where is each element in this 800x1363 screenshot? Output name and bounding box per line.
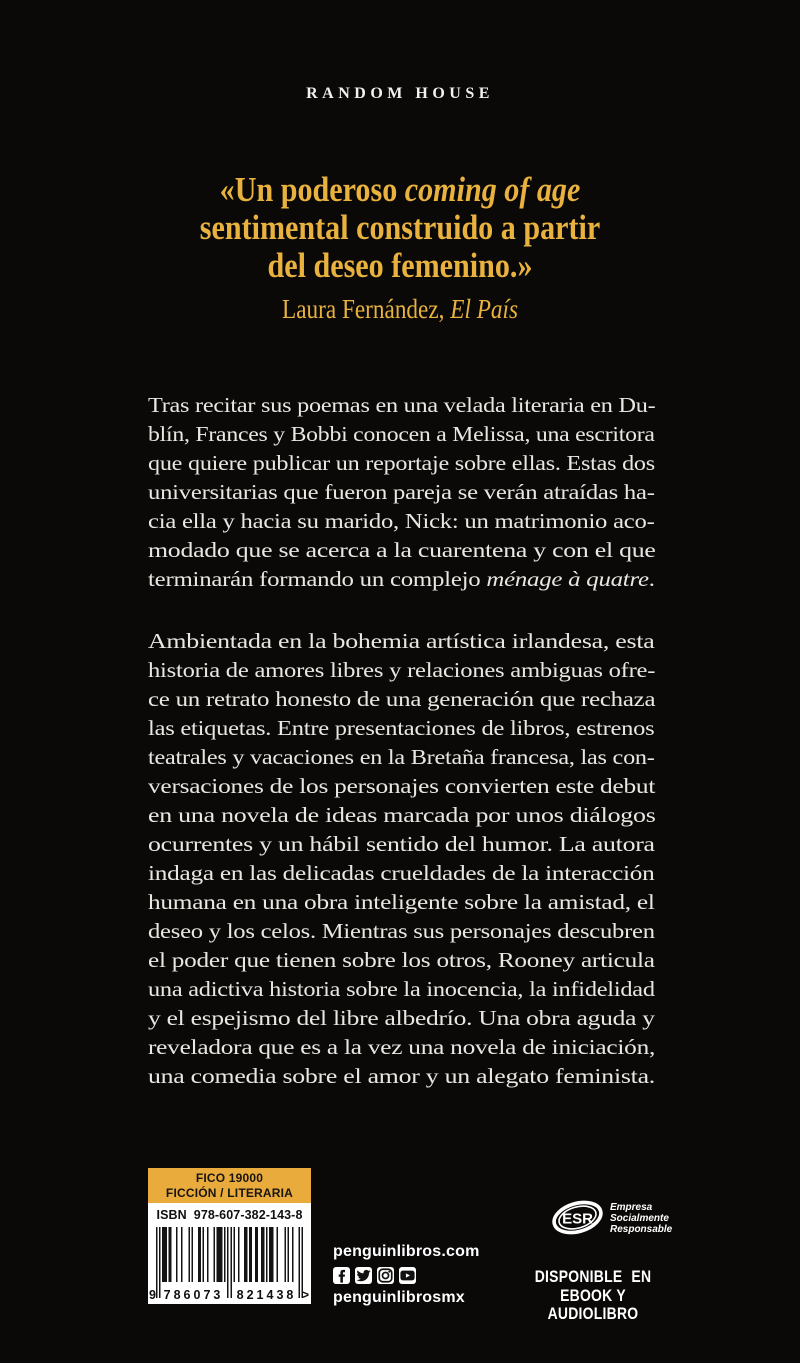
social-icons-row <box>333 1267 480 1284</box>
synopsis-line: indaga en las delicadas crueldades de la interacción <box>148 861 655 885</box>
availability-line: DISPONIBLE EN <box>534 1267 652 1286</box>
esr-caption-line: Responsable <box>610 1224 673 1235</box>
publisher-links <box>333 1243 480 1307</box>
barcode-digit-group: 9 <box>149 1288 156 1302</box>
synopsis-line: ce un retrato honesto de una generación que rechaza <box>148 687 656 711</box>
synopsis-line: humana en una obra inteligente sobre la amistad, el <box>148 890 655 914</box>
synopsis-line: Ambientada en la bohemia artística irlandesa, esta <box>148 629 655 653</box>
synopsis-paragraph <box>148 627 655 1091</box>
barcode-digit-group: 821438 <box>236 1288 297 1302</box>
instagram-icon <box>377 1267 394 1284</box>
synopsis-line: el poder que tienen sobre los otros, Rooney articula <box>148 948 655 972</box>
esr-certification <box>551 1195 672 1240</box>
synopsis-line: y el espejismo del libre albedrío. Una obra aguda y <box>148 1006 655 1030</box>
barcode-digits <box>149 1288 309 1302</box>
isbn-number: 978-607-382-143-8 <box>193 1208 303 1222</box>
synopsis-line: reveladora que es a la vez una novela de iniciación, <box>148 1035 656 1059</box>
synopsis <box>148 391 655 1091</box>
synopsis-line: blín, Frances y Bobbi conocen a Melissa, una escritora <box>148 422 655 446</box>
category-code: FICO 19000 <box>195 1171 264 1185</box>
esr-caption-line: Empresa <box>610 1202 653 1213</box>
synopsis-line: deseo y los celos. Mientras sus personajes descubren <box>148 919 655 943</box>
synopsis-line: una adictiva historia sobre la inocencia, la infidelidad <box>148 977 655 1001</box>
synopsis-line: versaciones de los personajes convierten este debut <box>148 774 656 798</box>
social-handle: penguinlibrosmx <box>333 1289 465 1306</box>
review-quote <box>56 171 744 285</box>
synopsis-line: universitarias que fueron pareja se verán atraídas ha- <box>148 480 655 504</box>
facebook-icon <box>333 1267 350 1284</box>
twitter-icon <box>355 1267 372 1284</box>
barcode-panel <box>148 1203 311 1304</box>
publisher-website: penguinlibros.com <box>333 1243 480 1260</box>
availability-note <box>523 1268 662 1324</box>
esr-abbr: ESR <box>562 1210 593 1228</box>
esr-logo-icon <box>551 1195 604 1240</box>
review-quote-line: del deseo femenino.» <box>267 246 533 285</box>
availability-line: EBOOK Y AUDIOLIBRO <box>547 1285 639 1323</box>
review-quote-line: sentimental construido a partir <box>199 208 601 247</box>
review-quote-block <box>56 171 744 324</box>
esr-caption <box>610 1202 672 1240</box>
quote-attribution: Laura Fernández, El País <box>282 294 518 324</box>
synopsis-line: en una novela de ideas marcada por unos diálogos <box>148 803 656 827</box>
synopsis-line: Tras recitar sus poemas en una velada literaria en Du- <box>148 393 656 417</box>
barcode-digit-group: > <box>301 1288 309 1302</box>
isbn-label: ISBN <box>156 1208 187 1222</box>
esr-caption-line: Socialmente <box>610 1213 669 1224</box>
synopsis-line: una comedia sobre el amor y un alegato feminista. <box>148 1064 655 1088</box>
synopsis-line: cia ella y hacia su marido, Nick: un matrimonio aco- <box>148 509 655 533</box>
category-genre: FICCIÓN / LITERARIA <box>165 1186 294 1200</box>
category-tag <box>148 1168 311 1203</box>
review-quote-line: «Un poderoso coming of age <box>219 170 581 209</box>
synopsis-line: que quiere publicar un reportaje sobre ellas. Estas dos <box>148 451 655 475</box>
youtube-icon <box>399 1267 416 1284</box>
publisher-imprint: RANDOM HOUSE <box>306 85 494 102</box>
synopsis-line: las etiquetas. Entre presentaciones de libros, estrenos <box>148 716 655 740</box>
synopsis-paragraph <box>148 391 655 594</box>
synopsis-line: terminarán formando un complejo ménage à quatre. <box>148 567 655 591</box>
synopsis-line: ocurrentes y un hábil sentido del humor. La autora <box>148 832 655 856</box>
synopsis-line: historia de amores libres y relaciones ambiguas ofre- <box>148 658 656 682</box>
synopsis-line: teatrales y vacaciones en la Bretaña francesa, las con- <box>148 745 655 769</box>
isbn-line <box>148 1208 311 1222</box>
barcode-digit-group: 786073 <box>163 1288 224 1302</box>
synopsis-line: modado que se acerca a la cuarentena y con el que <box>148 538 656 562</box>
barcode-block <box>148 1168 311 1304</box>
